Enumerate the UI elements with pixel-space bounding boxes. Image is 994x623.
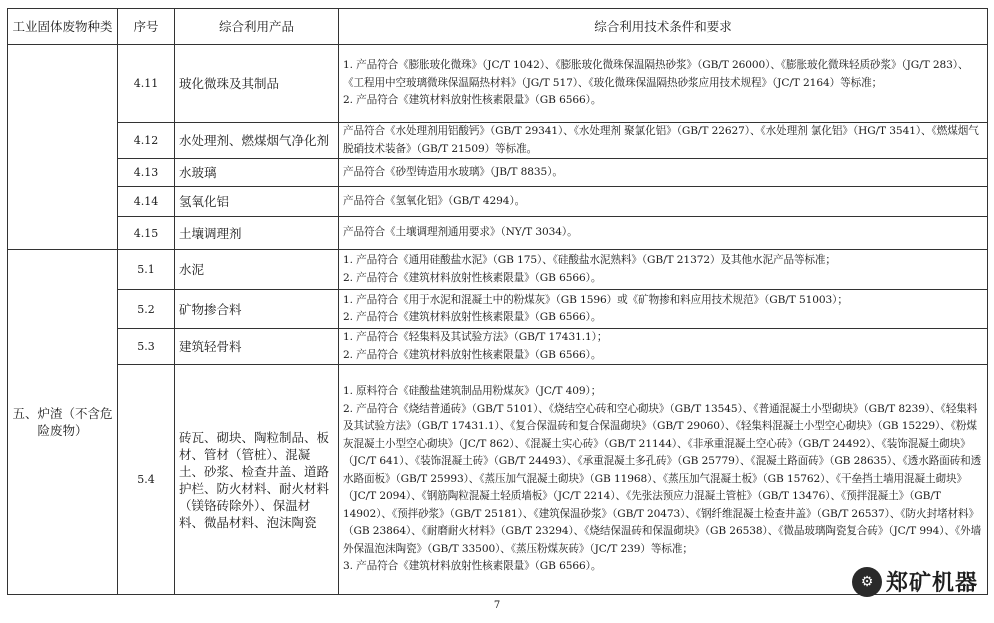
row-number: 5.2 [118,290,175,329]
requirements-text [339,290,988,329]
product-name: 玻化微珠及其制品 [175,45,339,123]
product-name: 砖瓦、砌块、陶粒制品、板材、管材（管桩）、混凝土、砂浆、检查井盖、道路护栏、防火材料、耐火材料（镁铬砖除外）、保温材料、微晶材料、泡沫陶瓷 [175,365,339,595]
row-number: 4.11 [118,45,175,123]
product-name: 建筑轻骨料 [175,329,339,365]
requirement-line: 1. 原料符合《硅酸盐建筑制品用粉煤灰》（JC/T 409）； [343,385,602,398]
requirements-text [339,187,988,217]
product-name: 水泥 [175,250,339,290]
row-number: 5.4 [118,365,175,595]
requirement-line: 1. 产品符合《膨胀玻化微珠》（JC/T 1042）、《膨胀玻化微珠保温隔热砂浆》（GB/T 26000）、《膨胀玻化微珠轻质砂浆》（JG/T 283）、《工程用中空玻璃微珠保温隔热材料》（JG/T 517）、《玻化微珠保温隔热砂浆应用技术规程》（JC/T 2164）等标准； [343,59,969,89]
product-name: 水处理剂、燃煤烟气净化剂 [175,123,339,159]
table-row-5-3 [8,329,988,365]
requirement-line: 2. 产品符合《建筑材料放射性核素限量》（GB 6566）。 [343,348,602,361]
product-name: 水玻璃 [175,159,339,187]
requirement-line: 1. 产品符合《通用硅酸盐水泥》（GB 175）、《硅酸盐水泥熟料》（GB/T 21372）及其他水泥产品等标准； [343,254,836,266]
category-cell-slag: 五、炉渣（不含危险废物） [8,250,118,595]
header-category: 工业固体废物种类 [8,9,118,45]
table-row-5-4 [8,365,988,595]
requirement-line: 产品符合《水处理剂用铝酸钙》（GB/T 29341）、《水处理剂 聚氯化铝》（GB/T 22627）、《水处理剂 氯化铝》（HG/T 3541）、《燃煤烟气脱硝技术装备》（GB/T 21509）等标准。 [343,125,979,155]
standards-table [7,8,988,595]
table-row-4-12 [8,123,988,159]
row-number: 4.15 [118,217,175,250]
page-number: 7 [493,600,501,611]
product-name: 矿物掺合料 [175,290,339,329]
table-header-row [8,9,988,45]
requirements-text [339,217,988,250]
requirement-line: 2. 产品符合《建筑材料放射性核素限量》（GB 6566）。 [343,94,602,107]
table-row-4-15 [8,217,988,250]
table-row-4-11 [8,45,988,123]
header-product: 综合利用产品 [175,9,339,45]
requirements-text [339,329,988,365]
header-number: 序号 [118,9,175,45]
row-number: 5.1 [118,250,175,290]
gear-logo-icon: ⚙ [852,567,882,597]
requirement-line: 产品符合《氢氧化铝》（GB/T 4294）。 [343,194,526,207]
watermark [852,566,978,597]
requirement-line: 2. 产品符合《烧结普通砖》（GB/T 5101）、《烧结空心砖和空心砌块》（GB/T 13545）、《普通混凝土小型砌块》（GB/T 8239）、《轻集料及其试验方法》（GB/T 17431.1）、《复合保温砖和复合保温砌块》（GB/T 29060）、《轻集料混凝土小型空心砌块》（GB 15229）、《粉煤灰混凝土小型空心砌块》（JC/T 862）、《混凝土实心砖》（GB/T 21144）、《非承重混凝土空心砖》（GB/T 24492）、《装饰混凝土砌块》（JC/T 641）、《装饰混凝土砖》（GB/T 24493）、《承重混凝土多孔砖》（GB 25779）、《混凝土路面砖》（GB 28635）、《透水路面砖和透水路面板》（GB/T 25993）、《蒸压加气混凝土砌块》（GB 11968）、《蒸压加气混凝土板》（GB 15762）、《干垒挡土墙用混凝土砌块》（JC/T 2094）、《钢筋陶粒混凝土轻质墙板》（JC/T 2214）、《先张法预应力混凝土管桩》（GB/T 13476）、《预拌混凝土》（GB/T 14902）、《预拌砂浆》（GB/T 25181）、《建筑保温砂浆》（GB/T 20473）、《钢纤维混凝土检查井盖》（GB/T 26537）、《防火封堵材料》（GB 23864）、《耐磨耐火材料》（GB/T 23294）、《烧结保温砖和保温砌块》（GB 26538）、《微晶玻璃陶瓷复合砖》（JC/T 994）、《外墙外保温泡沫陶瓷》（GB/T 33500）、《蒸压粉煤灰砖》（JC/T 239）等标准； [343,402,982,555]
requirement-line: 产品符合《土壤调理剂通用要求》（NY/T 3034）。 [343,226,578,239]
row-number: 5.3 [118,329,175,365]
table-row-5-1 [8,250,988,290]
requirement-line: 产品符合《砂型铸造用水玻璃》（JB/T 8835）。 [343,165,563,178]
requirement-line: 2. 产品符合《建筑材料放射性核素限量》（GB 6566）。 [343,271,602,284]
requirement-line: 2. 产品符合《建筑材料放射性核素限量》（GB 6566）。 [343,311,602,323]
requirement-line: 1. 产品符合《轻集料及其试验方法》（GB/T 17431.1）； [343,331,608,343]
row-number: 4.12 [118,123,175,159]
watermark-text: 郑矿机器 [885,571,978,596]
header-requirements: 综合利用技术条件和要求 [339,9,988,45]
requirements-text [339,45,988,123]
requirement-line: 3. 产品符合《建筑材料放射性核素限量》（GB 6566）。 [343,560,602,573]
row-number: 4.13 [118,159,175,187]
requirements-text [339,159,988,187]
product-name: 土壤调理剂 [175,217,339,250]
table-row-4-13 [8,159,988,187]
row-number: 4.14 [118,187,175,217]
product-name: 氢氧化铝 [175,187,339,217]
table-row-5-2 [8,290,988,329]
category-cell-continued [8,45,118,250]
requirements-text [339,250,988,290]
requirement-line: 1. 产品符合《用于水泥和混凝土中的粉煤灰》（GB 1596）或《矿物掺和料应用技术规范》（GB/T 51003）； [343,293,848,306]
requirements-text [339,123,988,159]
table-row-4-14 [8,187,988,217]
requirements-text [339,365,988,595]
